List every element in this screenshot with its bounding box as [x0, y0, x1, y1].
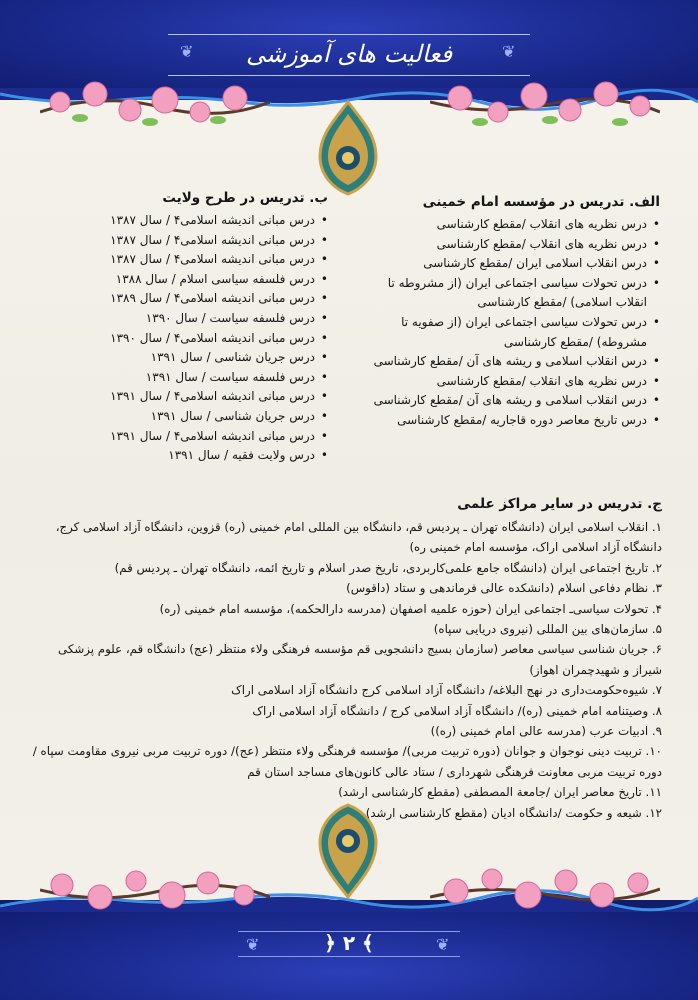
section-alef-heading: الف. تدریس در مؤسسه امام خمینی — [422, 194, 660, 210]
flourish-ornament-icon: ❦ — [502, 42, 516, 61]
list-item: • درس تحولات سیاسی اجتماعی ایران (از مشروطه تا انقلاب اسلامی) /مقطع کارشناسی — [372, 274, 660, 313]
list-item: • درس تاریخ معاصر دوره قاجاریه /مقطع کارشناسی — [372, 411, 660, 431]
list-item: • درس مبانی اندیشه اسلامی۴ / سال ۱۳۸۷ — [60, 211, 328, 231]
list-item: • درس فلسفه سیاست / سال ۱۳۹۰ — [60, 309, 328, 329]
cherry-blossom-icon — [430, 72, 660, 142]
cherry-blossom-icon — [430, 855, 660, 925]
list-item: • درس جریان شناسی / سال ۱۳۹۱ — [60, 407, 328, 427]
list-item: ۹. ادبیات عرب (مدرسه عالی امام خمینی (ره)) — [430, 724, 662, 739]
section-be — [60, 188, 328, 466]
list-item: ۴. تحولات سیاسی‌ـ اجتماعی ایران (حوزه علمیه اصفهان (مدرسه دارالحکمه)، مؤسسه امام خمینی (ره) — [159, 601, 662, 616]
list-item: ۱۲. شیعه و حکومت /دانشگاه ادیان (مقطع کارشناسی ارشد) — [365, 805, 662, 820]
list-item: • درس انقلاب اسلامی و ریشه های آن /مقطع کارشناسی — [372, 391, 660, 411]
list-item: ۶. جریان شناسی سیاسی معاصر (سازمان بسیج دانشجویی قم مؤسسه فرهنگی ولاء منتظر (عج) دانشگاه قم، علوم پزشکی شیراز و شهیدچمران اهواز) — [58, 642, 662, 677]
list-item: • درس نظریه های انقلاب /مقطع کارشناسی — [372, 215, 660, 235]
list-item: • درس مبانی اندیشه اسلامی۴ / سال ۱۳۹۱ — [60, 427, 328, 447]
list-item: ۸. وصیتنامه امام خمینی (ره)/ دانشگاه آزاد اسلامی کرج / دانشگاه آزاد اسلامی اراک — [252, 703, 662, 718]
list-item: • درس فلسفه سیاست / سال ۱۳۹۱ — [60, 368, 328, 388]
list-item: • درس فلسفه سیاسی اسلام / سال ۱۳۸۸ — [60, 270, 328, 290]
cherry-blossom-icon — [40, 72, 270, 142]
list-item: • درس نظریه های انقلاب /مقطع کارشناسی — [372, 372, 660, 392]
flourish-ornament-icon: ❦ — [246, 935, 260, 954]
list-item: ۲. تاریخ اجتماعی ایران (دانشگاه جامع علمی‌کاربردی، تاریخ صدر اسلام و تاریخ ائمه، دانشگاه تهران ـ پردیس قم) — [114, 560, 662, 575]
section-jim-heading: ج. تدریس در سایر مراکز علمی — [457, 496, 662, 512]
list-item: ۷. شیوه‌حکومت‌داری در نهج البلاغه/ دانشگاه آزاد اسلامی کرج دانشگاه آزاد اسلامی اراک — [231, 683, 662, 698]
list-item: • درس انقلاب اسلامی و ریشه های آن /مقطع کارشناسی — [372, 352, 660, 372]
list-item: • درس نظریه های انقلاب /مقطع کارشناسی — [372, 235, 660, 255]
list-item: ۱۰. تربیت دینی نوجوان و جوانان (دوره تربیت مربی)/ مؤسسه فرهنگی ولاء منتظر (عج)/ دوره تربیت مربی نیروی مقاومت سپاه / دوره تربیت مربی معاونت فرهنگی شهرداری / ستاد عالی کانون‌های مساجد استان قم — [32, 744, 662, 779]
list-item: • درس مبانی اندیشه اسلامی۴ / سال ۱۳۸۷ — [60, 231, 328, 251]
list-item: ۳. نظام دفاعی اسلام (دانشکده عالی فرماندهی و ستاد (داقوس) — [346, 581, 662, 596]
list-item: • درس مبانی اندیشه اسلامی۴ / سال ۱۳۹۰ — [60, 329, 328, 349]
list-item: ۵. سازمان‌های بین المللی (نیروی دریایی سپاه) — [433, 622, 662, 637]
list-item: • درس ولایت فقیه / سال ۱۳۹۱ — [60, 446, 328, 466]
list-item: ۱۱. تاریخ معاصر ایران /جامعة المصطفی (مقطع کارشناسی ارشد) — [338, 785, 662, 800]
list-item: • درس انقلاب اسلامی ایران /مقطع کارشناسی — [372, 254, 660, 274]
cherry-blossom-icon — [40, 855, 270, 925]
section-alef — [372, 192, 660, 431]
top-medallion-icon — [318, 100, 378, 196]
page-title: فعالیت های آموزشی — [245, 40, 453, 68]
list-item: • درس مبانی اندیشه اسلامی۴ / سال ۱۳۸۷ — [60, 250, 328, 270]
list-item: • درس تحولات سیاسی اجتماعی ایران (از صفویه تا مشروطه) /مقطع کارشناسی — [372, 313, 660, 352]
flourish-ornament-icon: ❦ — [180, 42, 194, 61]
list-item: • درس جریان شناسی / سال ۱۳۹۱ — [60, 348, 328, 368]
flourish-ornament-icon: ❦ — [436, 935, 450, 954]
list-item: • درس مبانی اندیشه اسلامی۴ / سال ۱۳۹۱ — [60, 387, 328, 407]
page-number: ﴿ ۲ ﴾ — [324, 931, 374, 955]
list-item: • درس مبانی اندیشه اسلامی۴ / سال ۱۳۸۹ — [60, 289, 328, 309]
list-item: ۱. انقلاب اسلامی ایران (دانشگاه تهران ـ پردیس قم، دانشگاه بین المللی امام خمینی (ره) قزوین، دانشگاه آزاد اسلامی کرج، دانشگاه آزاد اسلامی اراک، مؤسسه امام خمینی ره) — [55, 520, 662, 555]
section-be-heading: ب. تدریس در طرح ولایت — [162, 190, 328, 206]
section-jim — [28, 494, 662, 823]
